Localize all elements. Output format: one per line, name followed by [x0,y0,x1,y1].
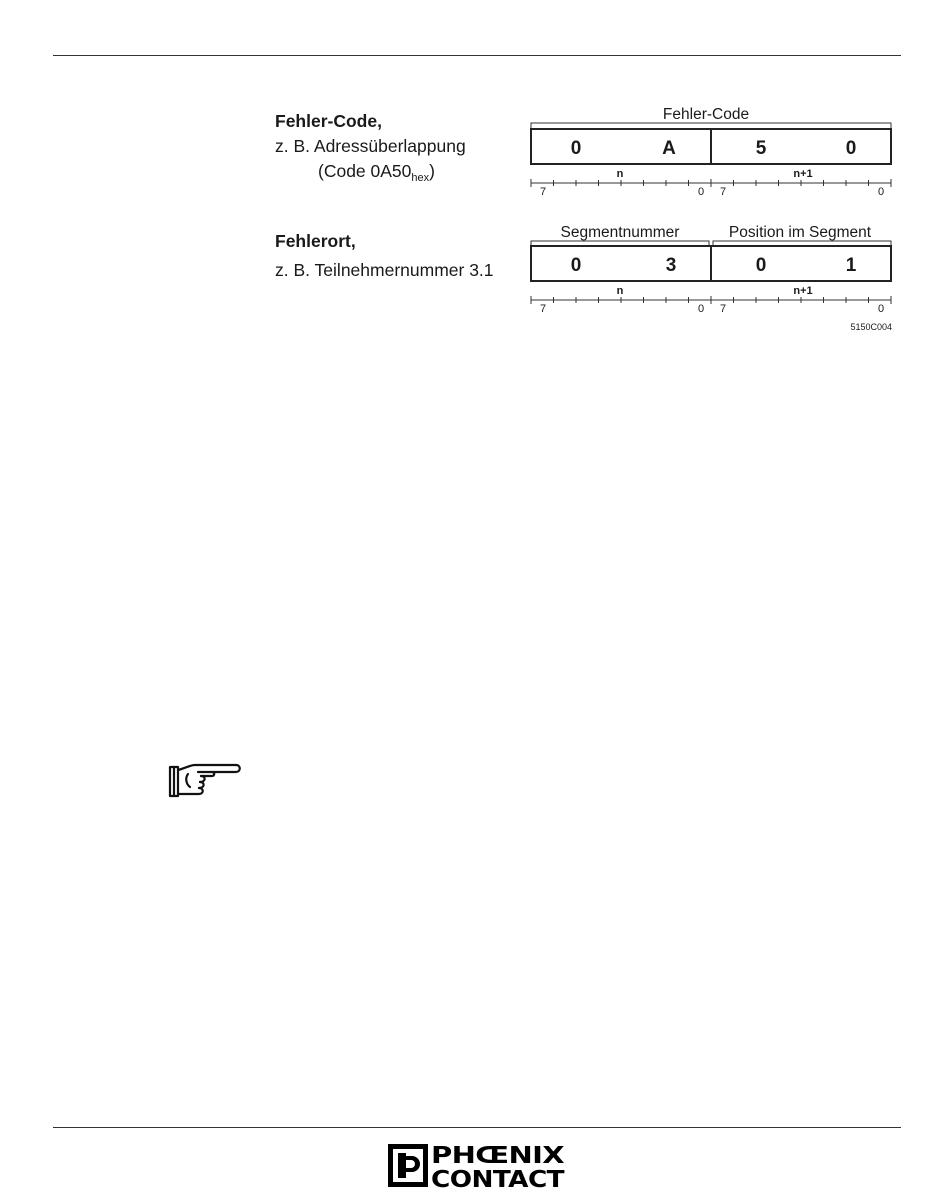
error-location-bit-0a: 0 [697,303,705,315]
error-location-bit-0b: 0 [877,303,885,315]
error-location-cell-4: 1 [845,255,857,276]
code-hex-subscript: hex [411,172,430,184]
error-location-title: Fehlerort, [275,231,356,251]
error-location-bit-7b: 7 [719,303,727,315]
error-location-cell-1: 0 [570,255,582,276]
error-code-bracket [531,123,891,128]
error-code-bit-0a: 0 [697,186,705,198]
error-code-cell-4: 0 [845,138,857,159]
error-code-byte-n: n [616,168,624,180]
error-code-cell-2: A [662,138,676,159]
error-code-byte-n1: n+1 [793,168,813,180]
segment-position-header: Position im Segment [728,224,872,241]
error-location-cell-3: 0 [755,255,767,276]
logo-line-1: PHŒNIX [431,1143,565,1169]
error-code-header: Fehler-Code [662,106,750,123]
error-code-example: z. B. Adressüberlappung [275,136,466,156]
error-code-register [531,106,891,198]
error-location-bit-7a: 7 [539,303,547,315]
error-code-bit-7b: 7 [719,186,727,198]
error-code-cell-1: 0 [570,138,582,159]
figure-reference: 5150C004 [850,322,892,332]
error-code-title: Fehler-Code, [275,111,382,131]
error-location-byte-n: n [616,285,624,297]
code-prefix: (Code 0A50 [318,161,412,181]
error-location-byte-n1: n+1 [793,285,813,297]
error-code-bit-scale [531,179,891,187]
footer-rule [53,1127,901,1128]
error-location-example: z. B. Teilnehmernummer 3.1 [275,260,494,280]
error-location-cell-2: 3 [665,255,677,276]
segment-position-bracket [713,241,891,245]
segment-number-bracket [531,241,709,245]
logo-line-2: CONTACT [431,1167,565,1189]
error-code-bit-7a: 7 [539,186,547,198]
error-code-cell-3: 5 [755,138,767,159]
error-code-bit-0b: 0 [877,186,885,198]
segment-number-header: Segmentnummer [560,224,680,241]
phoenix-contact-logo [388,1143,566,1189]
register-diagrams [0,0,950,400]
code-suffix: ) [429,161,435,181]
error-location-bit-scale [531,296,891,304]
error-location-register [531,224,891,315]
pointing-hand-icon [168,762,244,800]
